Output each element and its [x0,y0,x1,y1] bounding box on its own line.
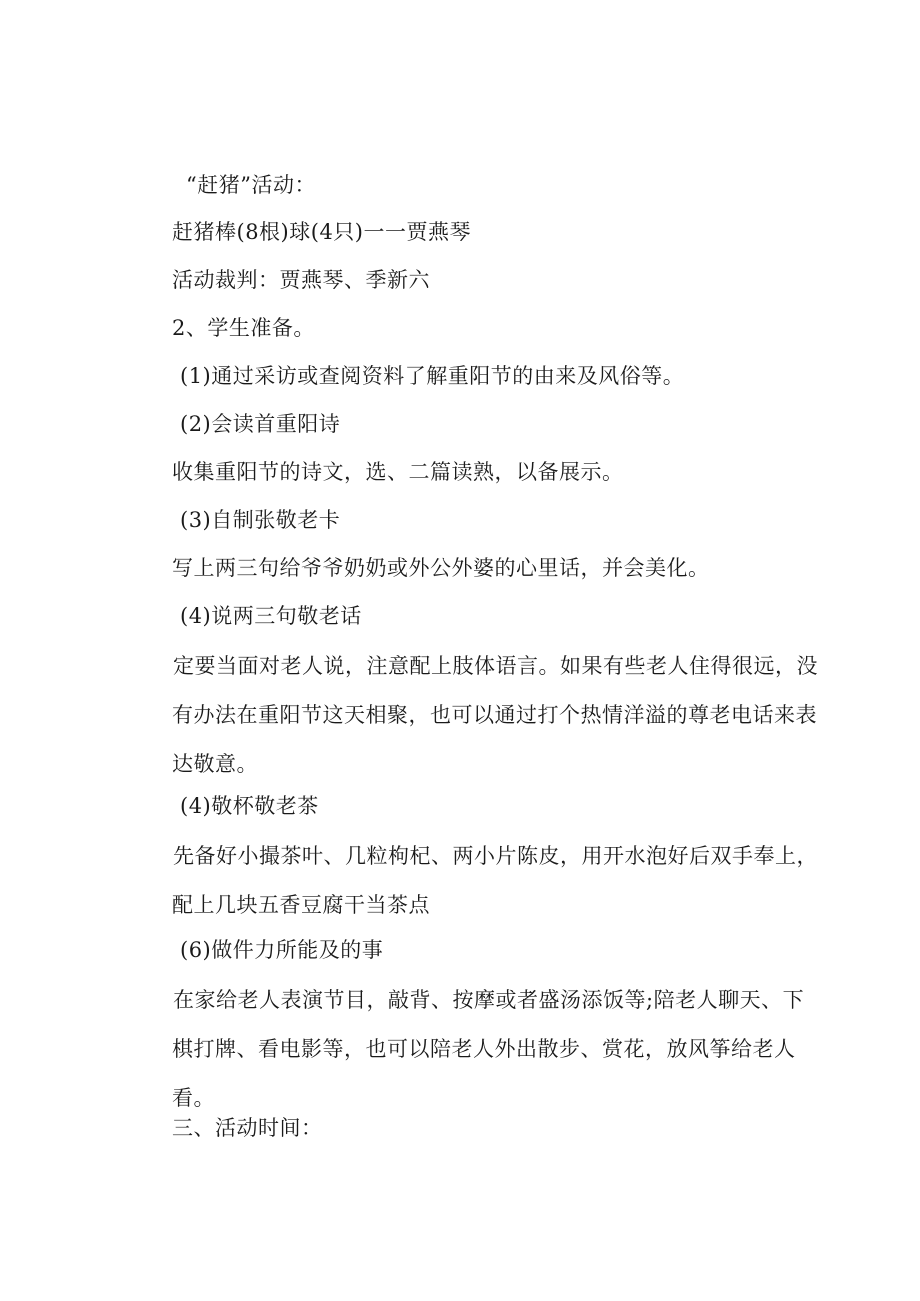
item-2-poem-heading: (2)会读首重阳诗 [180,412,341,436]
item-1-research: (1)通过采访或查阅资料了解重阳节的由来及风俗等。 [180,364,685,388]
equipment-line: 赶猪棒(8根)球(4只)一一贾燕琴 [172,220,471,244]
deeds-paragraph: 在家给老人表演节目，敲背、按摩或者盛汤添饭等;陪老人聊天、下棋打牌、看电影等，也可以陪老人外出散步、赏花，放风筝给老人看。 [172,988,805,1110]
deeds-heading: (6)做件力所能及的事 [180,938,384,962]
item-2-poem-text: 收集重阳节的诗文，选、二篇读熟，以备展示。 [172,460,624,484]
student-prep-heading: 2、学生准备。 [172,316,315,340]
section-three-heading: 三、活动时间： [172,1116,323,1140]
tea-heading: (4)敬杯敬老茶 [180,794,319,818]
item-4-words-heading: (4)说两三句敬老话 [180,604,362,628]
referee-line: 活动裁判：贾燕琴、季新六 [172,268,430,292]
item-3-card-heading: (3)自制张敬老卡 [180,508,341,532]
item-3-card-text: 写上两三句给爷爷奶奶或外公外婆的心里话，并会美化。 [172,556,710,580]
pig-chase-activity-heading: “赶猪”活动： [186,173,316,197]
respect-words-paragraph: 定要当面对老人说，注意配上肢体语言。如果有些老人住得很远，没有办法在重阳节这天相聚，也可以通过打个热情洋溢的尊老电话来表达敬意。 [172,654,818,776]
tea-paragraph: 先备好小撮茶叶、几粒枸杞、两小片陈皮，用开水泡好后双手奉上，配上几块五香豆腐干当茶点 [172,844,818,917]
